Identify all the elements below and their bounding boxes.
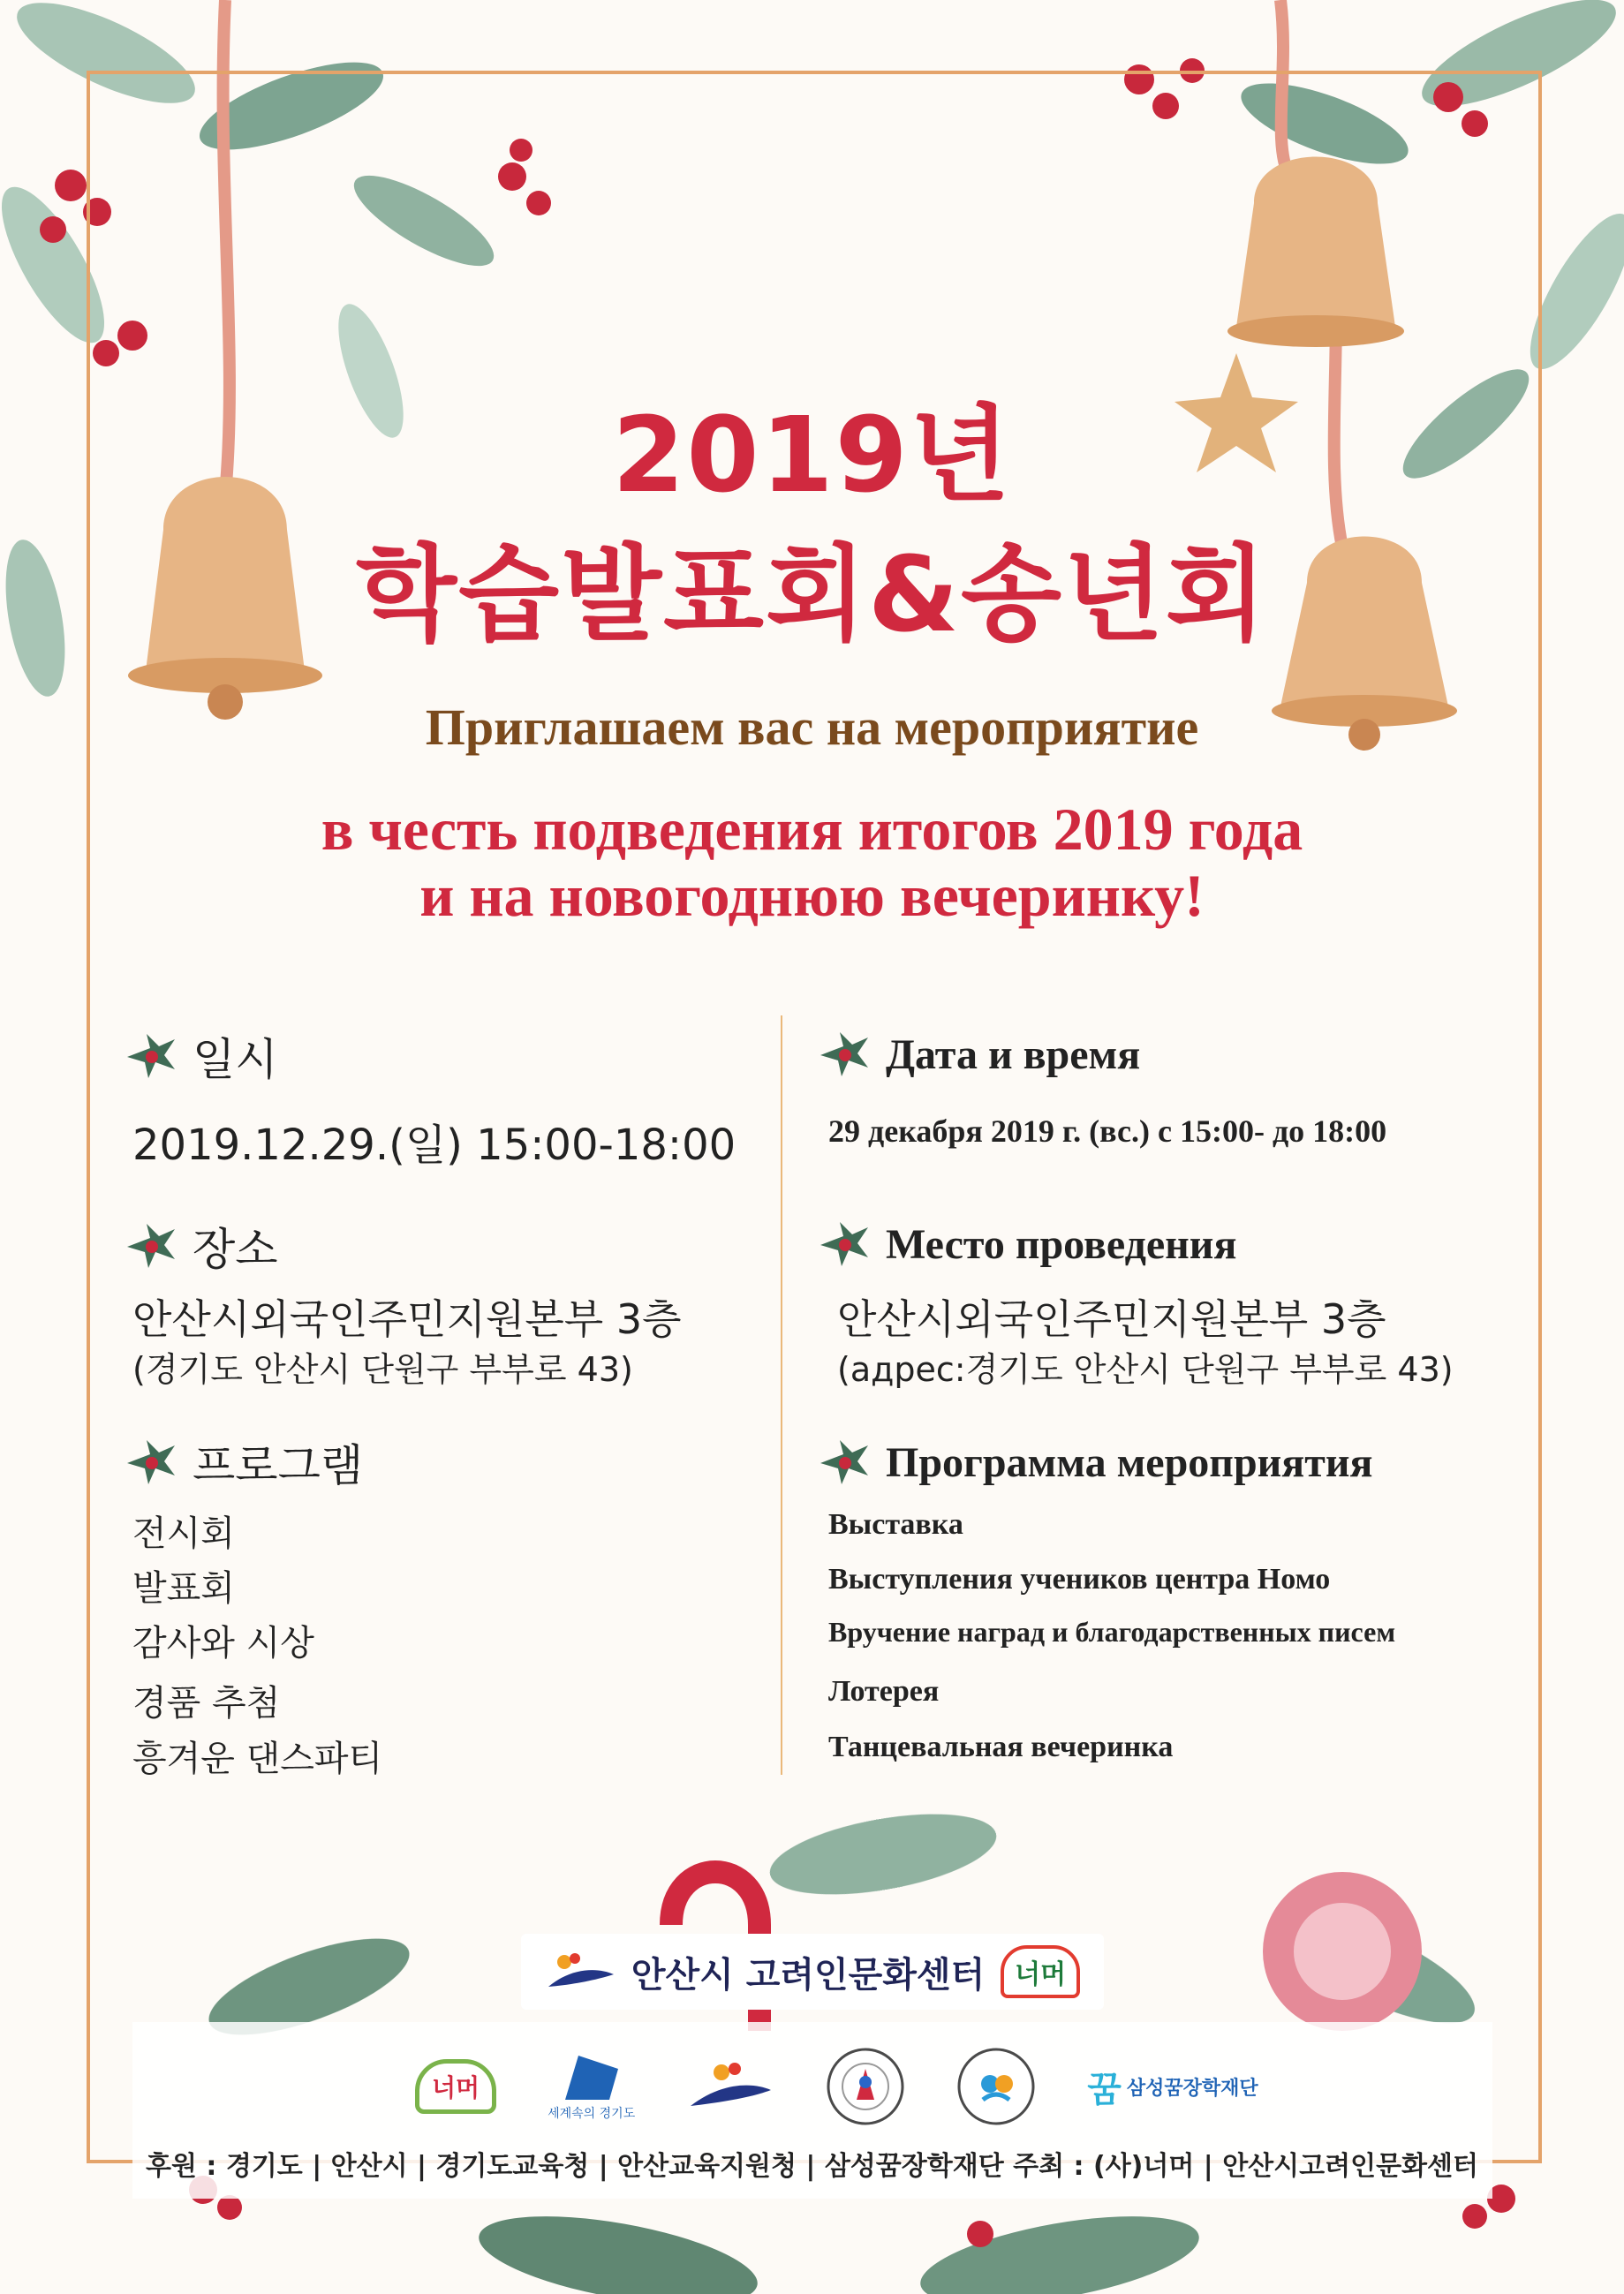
- left-place-line-2: (경기도 안산시 단원구 부부로 43): [132, 1350, 633, 1389]
- left-date-label: 일시: [193, 1034, 278, 1085]
- right-program-label: Программа мероприятия: [886, 1438, 1373, 1486]
- koryo-center-logo-icon: [545, 1950, 616, 1994]
- title-event: 학습발표회&송년회: [356, 533, 1268, 655]
- holly-icon: [817, 1437, 872, 1488]
- left-date-heading: [124, 1024, 278, 1088]
- left-program-heading: [124, 1430, 363, 1494]
- honor-line-1: в честь подведения итогов 2019 года: [321, 796, 1303, 863]
- right-program-heading: [817, 1437, 1372, 1488]
- list-item: 경품 추첨: [132, 1683, 281, 1724]
- gyeonggi-logo: [548, 2051, 635, 2122]
- honor-line-2: и на новогоднюю вечеринку!: [419, 862, 1205, 929]
- right-place-line-1: 안산시외국인주민지원본부 3층: [837, 1295, 1386, 1343]
- invite-text: Приглашаем вас на мероприятие: [425, 698, 1199, 756]
- column-divider: [781, 1015, 782, 1775]
- title-year: 2019년: [612, 394, 1012, 516]
- nomo-badge: 너머: [1001, 1945, 1080, 1998]
- list-item: Вручение наград и благодарственных писем: [828, 1616, 1396, 1648]
- left-place-line-1: 안산시외국인주민지원본부 3층: [132, 1295, 682, 1343]
- left-place-label: 장소: [193, 1224, 278, 1275]
- gyeonggi-logo-text: 세계속의 경기도: [548, 2107, 636, 2121]
- koryo-logo-icon: [686, 2060, 774, 2113]
- left-program-label: 프로그램: [193, 1440, 364, 1491]
- nomo-logo: 너머: [415, 2059, 496, 2114]
- list-item: Танцевальная вечеринка: [828, 1731, 1174, 1763]
- ansan-education-seal-icon: [956, 2047, 1036, 2126]
- samsung-dream-logo: [1087, 2062, 1258, 2112]
- holly-icon: [124, 1030, 178, 1082]
- holly-icon: [124, 1437, 178, 1488]
- right-place-line-2: (адрес:경기도 안산시 단원구 부부로 43): [837, 1350, 1454, 1389]
- right-date-label: Дата и время: [886, 1030, 1141, 1078]
- education-office-seal-icon: [826, 2047, 905, 2126]
- left-place-heading: [124, 1214, 278, 1278]
- right-place-label: Место проведения: [886, 1220, 1237, 1268]
- right-place-heading: [817, 1219, 1236, 1270]
- holly-icon: [817, 1219, 872, 1270]
- list-item: Выступления учеников центра Номо: [828, 1563, 1331, 1596]
- right-date-heading: [817, 1029, 1140, 1080]
- list-item: 감사와 시상: [132, 1623, 314, 1664]
- samsung-dream-name: 삼성꿈장학재단: [1126, 2077, 1258, 2100]
- sponsor-logos: [415, 2047, 1258, 2126]
- organizer-logo-bar: [521, 1934, 1104, 2010]
- organizer-name: 안산시 고려인문화센터: [631, 1954, 986, 1996]
- sponsors-footer: 후원 : 경기도 | 안산시 | 경기도교육청 | 안산교육지원청 | 삼성꿈장학재단 주최 : (사)너머 | 안산시고려인문화센터: [145, 2151, 1478, 2182]
- left-date-value: 2019.12.29.(일) 15:00-18:00: [132, 1121, 736, 1170]
- dream-glyph-icon: 꿈: [1087, 2069, 1122, 2110]
- list-item: 흥겨운 댄스파티: [132, 1739, 383, 1779]
- holly-icon: [817, 1029, 872, 1080]
- list-item: Выставка: [828, 1508, 963, 1541]
- holly-icon: [124, 1220, 178, 1272]
- list-item: Лотерея: [828, 1675, 940, 1708]
- list-item: 발표회: [132, 1568, 235, 1609]
- gyeonggi-logo-icon: [561, 2051, 623, 2104]
- right-date-value: 29 декабря 2019 г. (вс.) с 15:00- до 18:00: [828, 1113, 1387, 1149]
- list-item: 전시회: [132, 1513, 235, 1554]
